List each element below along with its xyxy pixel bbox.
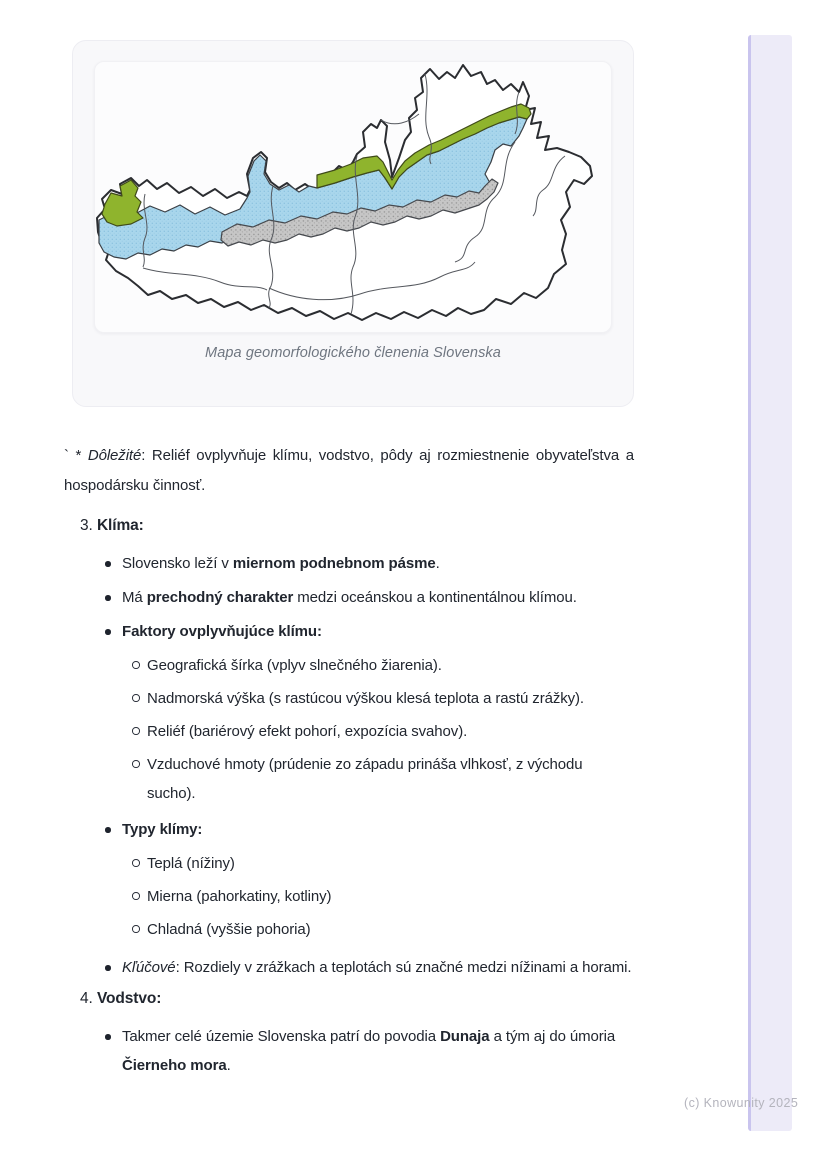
section-heading-klima: 3. Klíma: bbox=[80, 517, 144, 534]
bullet-icon bbox=[105, 965, 111, 971]
circle-bullet-icon bbox=[132, 760, 140, 768]
sub-list-item: Geografická šírka (vplyv slnečného žiarenia). bbox=[131, 651, 634, 680]
sub-list-item: Reliéf (bariérový efekt pohorí, expozícia svahov). bbox=[131, 717, 634, 746]
bullet-icon bbox=[105, 561, 111, 567]
circle-bullet-icon bbox=[132, 925, 140, 933]
circle-bullet-icon bbox=[132, 661, 140, 669]
list-item: Faktory ovplyvňujúce klímu: bbox=[102, 617, 634, 646]
sub-list-item: Teplá (nížiny) bbox=[131, 849, 634, 878]
sub-list-item: Nadmorská výška (s rastúcou výškou klesá teplota a rastú zrážky). bbox=[131, 684, 634, 713]
page-scrollbar[interactable] bbox=[748, 35, 792, 1131]
section-heading-vodstvo: 4. Vodstvo: bbox=[80, 990, 162, 1007]
list-item: Má prechodný charakter medzi oceánskou a kontinentálnou klímou. bbox=[102, 583, 634, 612]
sub-list-item: Vzduchové hmoty (prúdenie zo západu prináša vlhkosť, z východu sucho). bbox=[131, 750, 634, 808]
geomorphology-map bbox=[95, 62, 611, 332]
bullet-icon bbox=[105, 595, 111, 601]
list-item: Slovensko leží v miernom podnebnom pásme. bbox=[102, 549, 634, 578]
map-image bbox=[94, 61, 612, 333]
document-body bbox=[64, 441, 634, 1085]
map-figure-card bbox=[72, 40, 634, 407]
sub-list-item: Mierna (pahorkatiny, kotliny) bbox=[131, 882, 634, 911]
figure-caption: Mapa geomorfologického členenia Slovenska bbox=[205, 345, 501, 361]
circle-bullet-icon bbox=[132, 694, 140, 702]
list-item: Takmer celé územie Slovenska patrí do povodia Dunaja a tým aj do úmoria Čierneho mora. bbox=[102, 1022, 634, 1080]
sub-list-item: Chladná (vyššie pohoria) bbox=[131, 915, 634, 944]
bullet-icon bbox=[105, 827, 111, 833]
green-patch-west bbox=[102, 180, 143, 226]
list-item: Kľúčové: Rozdiely v zrážkach a teplotách sú značné medzi nížinami a horami. bbox=[102, 953, 634, 982]
circle-bullet-icon bbox=[132, 892, 140, 900]
circle-bullet-icon bbox=[132, 727, 140, 735]
watermark: (c) Knowunity 2025 bbox=[684, 1096, 799, 1110]
important-note: ` * Dôležité: Reliéf ovplyvňuje klímu, vodstvo, pôdy aj rozmiestnenie obyvateľstva a hospodársku činnosť. bbox=[64, 447, 634, 494]
bullet-icon bbox=[105, 1034, 111, 1040]
circle-bullet-icon bbox=[132, 859, 140, 867]
list-item: Typy klímy: bbox=[102, 815, 634, 844]
bullet-icon bbox=[105, 629, 111, 635]
